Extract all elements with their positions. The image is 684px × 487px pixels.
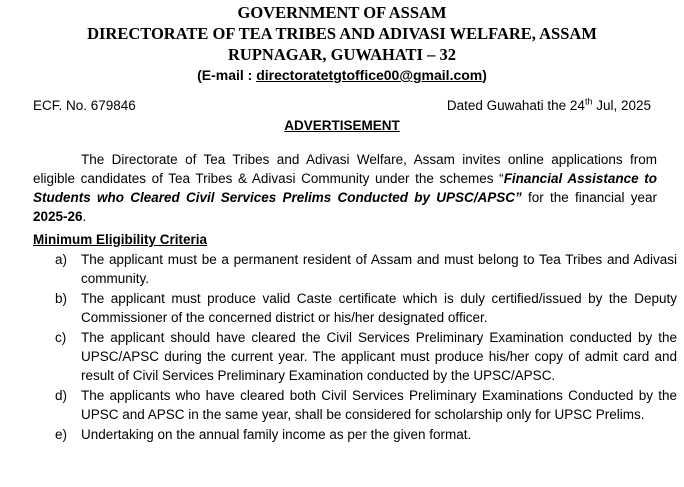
date-suffix: Jul, 2025	[592, 98, 651, 113]
intro-text-1: The Directorate of Tea Tribes and Adivasi Welfare, Assam invites online applications from eligible candidates of Tea Tribes & Adivasi Community under the schemes “	[33, 152, 657, 186]
ecf-number: ECF. No. 679846	[33, 98, 136, 113]
letterhead	[0, 2, 684, 85]
list-item-text: The applicant must be a permanent resident of Assam and must belong to Tea Tribes and Adivasi community.	[81, 252, 677, 286]
email-prefix: (E-mail :	[197, 67, 257, 83]
intro-text-3: .	[82, 209, 87, 224]
date-line	[447, 97, 651, 115]
directorate-name: DIRECTORATE OF TEA TRIBES AND ADIVASI WELFARE, ASSAM	[87, 24, 597, 43]
list-marker: d)	[55, 388, 68, 403]
government-name: GOVERNMENT OF ASSAM	[237, 3, 447, 22]
eligibility-list	[55, 250, 677, 445]
list-marker: b)	[55, 291, 68, 306]
intro-paragraph	[33, 150, 657, 226]
email-suffix: )	[482, 67, 487, 83]
list-item	[55, 425, 677, 444]
list-item	[55, 386, 677, 424]
list-item	[55, 289, 677, 327]
directorate-address: RUPNAGAR, GUWAHATI – 32	[228, 45, 456, 64]
email-link[interactable]: directoratetgtoffice00@gmail.com	[256, 67, 483, 83]
list-marker: a)	[55, 252, 68, 267]
scheme-name: Financial Assistance to Students who Cleared Civil Services Prelims Conducted by UPSC/APSC”	[33, 171, 657, 205]
list-marker: e)	[55, 427, 68, 442]
intro-text-2: for the financial year	[521, 190, 657, 205]
list-item	[55, 328, 677, 385]
list-item-text: The applicant should have cleared the Civil Services Preliminary Examination conducted by the UPSC/APSC during the current year. The applicant must produce his/her copy of admit card and result of Civil Services Preliminary Examination conducted by the UPSC/APSC.	[81, 330, 677, 383]
list-item-text: Undertaking on the annual family income as per the given format.	[81, 427, 472, 442]
email-line	[0, 65, 684, 85]
financial-year: 2025-26	[33, 209, 83, 224]
reference-line	[33, 97, 651, 115]
date-prefix: Dated Guwahati the 24	[446, 98, 585, 113]
list-marker: c)	[55, 330, 67, 345]
eligibility-heading: Minimum Eligibility Criteria	[33, 232, 208, 247]
list-item-text: The applicant must produce valid Caste certificate which is duly certified/issued by the Deputy Commissioner of the concerned district or his/her designated officer.	[81, 291, 677, 325]
list-item	[55, 250, 677, 288]
advertisement-title: ADVERTISEMENT	[284, 118, 400, 133]
list-item-text: The applicants who have cleared both Civil Services Preliminary Examinations Conducted by the UPSC and APSC in the same year, shall be considered for scholarship only for UPSC Prelims.	[81, 388, 677, 422]
date-sup: th	[584, 96, 593, 107]
